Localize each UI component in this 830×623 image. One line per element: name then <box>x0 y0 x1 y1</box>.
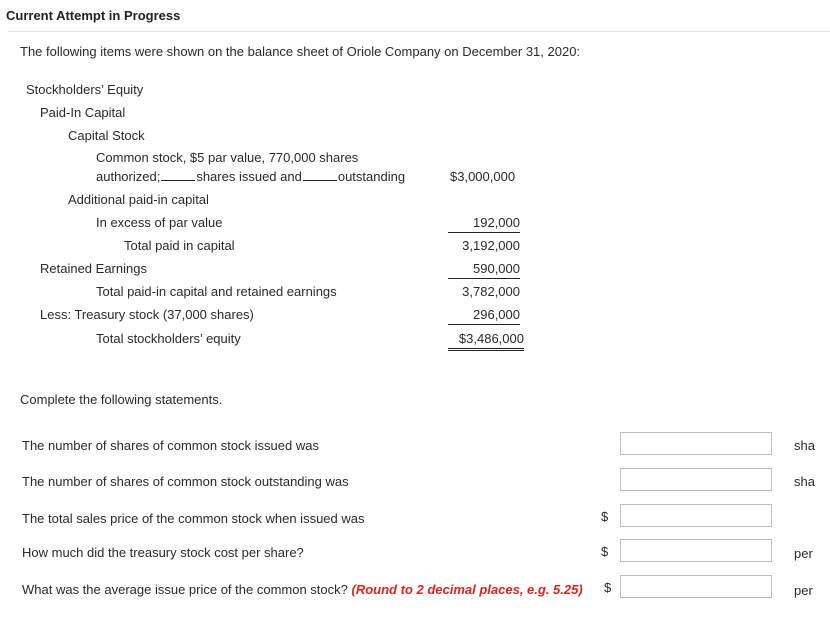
shares-issued-input[interactable] <box>620 432 772 455</box>
header-divider <box>8 31 830 32</box>
total-equity-amount: $3,486,000 <box>448 331 524 351</box>
treasury-stock-label: Less: Treasury stock (37,000 shares) <box>40 307 254 322</box>
question-5-unit: per <box>794 583 813 598</box>
issued-text: shares issued and <box>196 169 302 184</box>
stockholders-equity-label: Stockholders’ Equity <box>26 82 144 97</box>
question-2-text: The number of shares of common stock outstanding was <box>22 474 349 489</box>
authorized-text: authorized; <box>96 169 161 184</box>
common-stock-line1: Common stock, $5 par value, 770,000 shares <box>96 150 359 165</box>
excess-par-label: In excess of par value <box>96 215 223 230</box>
question-4-unit: per <box>794 546 813 561</box>
outstanding-blank <box>303 169 337 181</box>
problem-intro: The following items were shown on the balance sheet of Oriole Company on December 31, 2020: <box>20 44 581 59</box>
treasury-cost-per-share-input[interactable] <box>620 539 772 562</box>
question-2-unit: sha <box>794 474 815 489</box>
issued-blank <box>161 169 195 181</box>
question-4-currency: $ <box>601 544 609 559</box>
total-sales-price-input[interactable] <box>620 504 772 527</box>
common-stock-line2 <box>96 169 405 184</box>
outstanding-text: outstanding <box>337 169 406 184</box>
total-paid-in-retained-label: Total paid-in capital and retained earnings <box>96 284 337 299</box>
retained-earnings-label: Retained Earnings <box>40 261 147 276</box>
additional-paid-in-label: Additional paid-in capital <box>68 192 209 207</box>
shares-outstanding-input[interactable] <box>620 468 772 491</box>
question-5-text <box>22 582 583 597</box>
treasury-stock-amount: 296,000 <box>448 307 520 325</box>
question-5-currency: $ <box>604 580 612 595</box>
retained-earnings-amount: 590,000 <box>448 261 520 279</box>
common-stock-amount: $3,000,000 <box>450 169 516 184</box>
average-issue-price-input[interactable] <box>620 575 772 598</box>
question-1-text: The number of shares of common stock issued was <box>22 438 319 453</box>
paid-in-capital-label: Paid-In Capital <box>40 105 126 120</box>
total-equity-label: Total stockholders’ equity <box>96 331 241 346</box>
question-3-text: The total sales price of the common stock when issued was <box>22 511 365 526</box>
excess-par-amount: 192,000 <box>448 215 520 233</box>
question-5-label: What was the average issue price of the common stock? <box>22 582 348 597</box>
instructions: Complete the following statements. <box>20 392 223 407</box>
question-1-unit: sha <box>794 438 815 453</box>
rounding-hint: (Round to 2 decimal places, e.g. 5.25) <box>351 582 583 597</box>
total-paid-in-label: Total paid in capital <box>124 238 235 253</box>
question-4-text: How much did the treasury stock cost per share? <box>22 545 304 560</box>
total-paid-in-amount: 3,192,000 <box>462 238 520 253</box>
total-paid-in-retained-amount: 3,782,000 <box>462 284 520 299</box>
page-header-title: Current Attempt in Progress <box>6 8 181 23</box>
capital-stock-label: Capital Stock <box>68 128 145 143</box>
question-3-currency: $ <box>601 509 609 524</box>
